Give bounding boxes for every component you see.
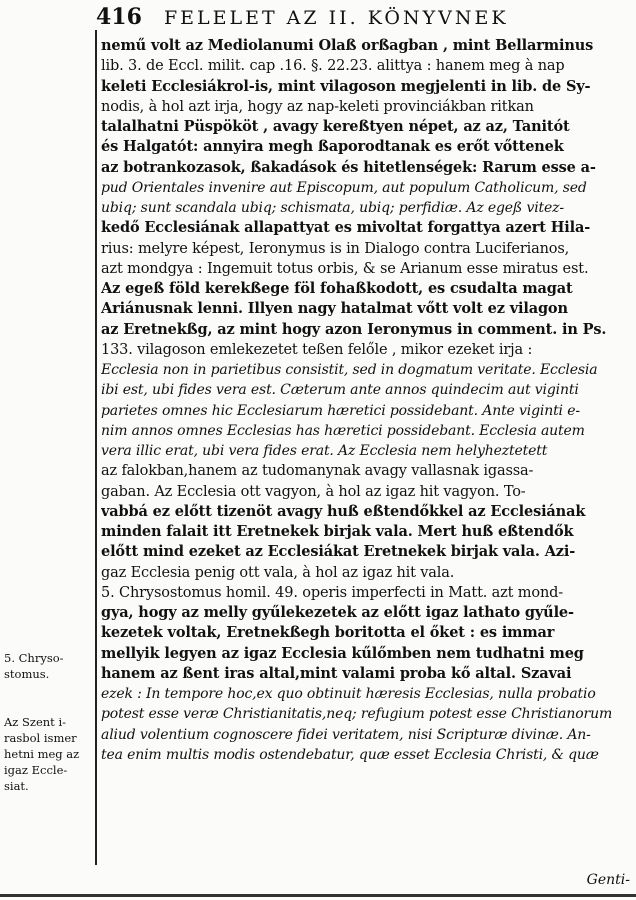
text-line: az Eretnekßg, az mint hogy azon Ieronymus in comment. in Ps. <box>101 320 607 338</box>
text-line: kedő Ecclesiának allapattyat es mivoltat forgattya azert Hila- <box>101 219 591 237</box>
margin-divider-rule <box>95 30 97 865</box>
text-line: talalhatni Püspököt , avagy kereßtyen népet, az az, Tanitót <box>101 118 570 135</box>
text-line: Ecclesia non in parietibus consistit, sed in dogmatum veritate. Ecclesia <box>101 362 598 378</box>
text-line: ezek : In tempore hoc,ex quo obtinuit hæresis Ecclesias, nulla probatio <box>101 686 596 702</box>
text-line: gaz Ecclesia penig ott vala, à hol az igaz hit vala. <box>101 564 455 581</box>
text-line: azt mondgya : Ingemuit totus orbis, & se Arianum esse miratus est. <box>101 260 589 277</box>
margin-note-scripture <box>4 714 94 794</box>
text-line: lib. 3. de Eccl. milit. cap .16. §. 22.23. alittya : hanem meg à nap <box>101 58 565 75</box>
text-line: nemű volt az Mediolanumi Olaß orßagban , mint Bellarminus <box>101 37 594 54</box>
margin-note-text: 5. Chryso- stomus. <box>4 651 64 681</box>
catchword: Genti- <box>586 872 630 888</box>
text-line: az botrankozasok, ßakadások és hitetlenségek: Rarum esse a- <box>101 158 596 176</box>
text-line: előtt mind ezeket az Ecclesiákat Eretnekek birjak vala. Azi- <box>101 543 576 561</box>
text-line: nim annos omnes Ecclesias has hæretici possidebant. Ecclesia autem <box>101 422 585 439</box>
text-line: parietes omnes hic Ecclesiarum hæretici possidebant. Ante viginti e- <box>101 402 580 419</box>
text-line: minden falait itt Eretnekek birjak vala. Mert huß eßtendők <box>101 523 574 540</box>
text-line: és Halgatót: annyira megh ßaporodtanak es erőt vőttenek <box>101 138 564 156</box>
page-number: 416 <box>96 4 142 30</box>
text-line: potest esse veræ Christianitatis,neq; refugium potest esse Christianorum <box>101 706 613 723</box>
main-text-block <box>101 36 627 765</box>
text-line: aliud volentium cognoscere fidei veritatem, nisi Scripturæ divinæ. An- <box>101 726 591 743</box>
text-line: ibi est, ubi fides vera est. Cæterum ante annos quindecim aut viginti <box>101 382 579 399</box>
text-line: gaban. Az Ecclesia ott vagyon, à hol az igaz hit vagyon. To- <box>101 483 526 500</box>
text-line: kezetek voltak, Eretnekßegh boritotta el őket : es immar <box>101 624 555 642</box>
text-line: pud Orientales invenire aut Episcopum, aut populum Catholicum, sed <box>101 179 587 196</box>
text-line: rius: melyre képest, Ieronymus is in Dialogo contra Luciferianos, <box>101 240 570 257</box>
text-line: ubiq; sunt scandala ubiq; schismata, ubiq; perfidiæ. Az egeß vitez- <box>101 200 564 216</box>
margin-note-text: Az Szent i- rasbol ismer hetni meg az igaz Eccle- siat. <box>4 715 80 793</box>
text-line: 5. Chrysostomus homil. 49. operis imperfecti in Matt. azt mond- <box>101 584 564 601</box>
running-head: FELELET AZ II. KÖNYVNEK <box>163 7 509 29</box>
bottom-edge-rule <box>0 894 636 897</box>
page-header <box>96 4 630 30</box>
text-line: mellyik legyen az igaz Ecclesia kűlőmben nem tudhatni meg <box>101 644 584 662</box>
text-line: vabbá ez előtt tizenöt avagy huß eßtendőkkel az Ecclesiának <box>101 502 586 520</box>
text-line: Ariánusnak lenni. Illyen nagy hatalmat vőtt volt ez vilagon <box>101 300 568 318</box>
text-line: nodis, à hol azt irja, hogy az nap-keleti provinciákban ritkan <box>101 98 534 115</box>
text-line: tea enim multis modis ostendebatur, quæ esset Ecclesia Christi, & quæ <box>101 746 599 763</box>
margin-note-chrysostomus <box>4 650 94 682</box>
text-line: Az egeß föld kerekßege föl fohaßkodott, es csudalta magat <box>101 280 573 297</box>
text-line: hanem az ßent iras altal,mint valami proba kő altal. Szavai <box>101 664 572 682</box>
text-line: gya, hogy az melly gyűlekezetek az előtt igaz lathato gyűle- <box>101 604 574 621</box>
text-line: vera illic erat, ubi vera fides erat. Az Ecclesia nem helyheztetett <box>101 443 548 459</box>
text-line: keleti Ecclesiákrol-is, mint vilagoson megjelenti in lib. de Sy- <box>101 77 591 95</box>
text-line: az falokban,hanem az tudomanynak avagy vallasnak igassa- <box>101 463 534 480</box>
text-line: 133. vilagoson emlekezetet teßen felőle , mikor ezeket irja : <box>101 341 533 358</box>
